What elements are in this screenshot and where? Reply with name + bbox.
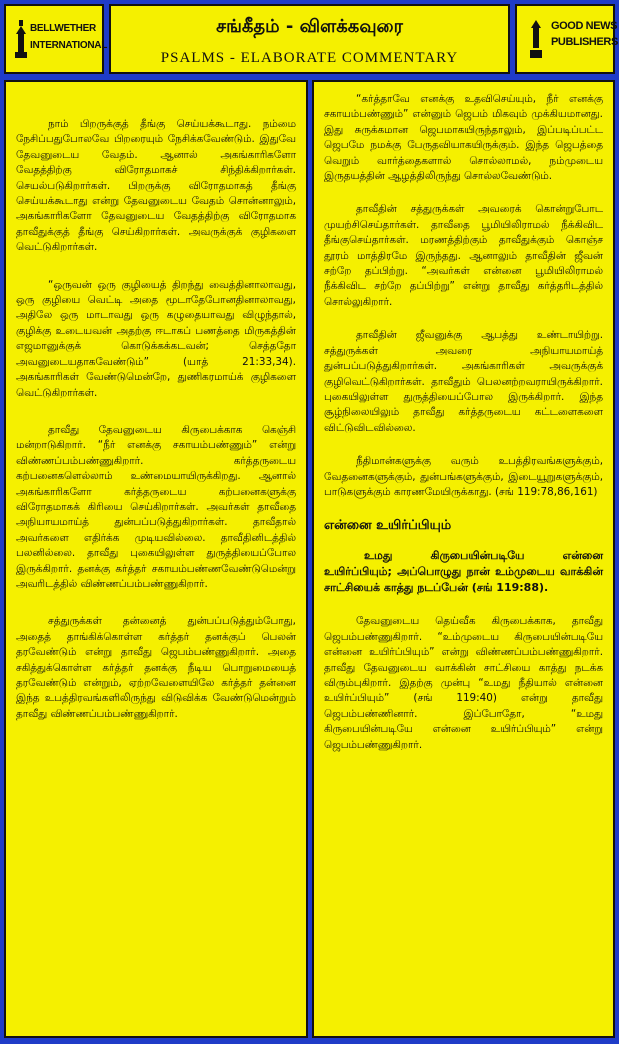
- right-column: [312, 80, 615, 1038]
- header-title-box: [109, 4, 510, 74]
- right-paragraph-2: தாவீதின் சத்துருக்கள் அவரைக் கொன்றுபோட முயற்சிசெய்தார்கள். தாவீதை பூமியிலிராமல் நீக்கிவிட தீங்குசெய்தார்கள். மரணத்திற்கும் தாவீதுக்கும் கொஞ்ச தூரம் மாத்திரமே இருந்தது. ஆனாலும் தாவீதின் ஜீவன் சற்றே தப்பிற்று. “அவர்கள் என்னை பூமியிலிராமல் நீக்கிவிட சற்றே தப்பிற்று” என்று தாவீது கர்த்தரிடத்தில் சொல்லுகிறார்.: [324, 203, 603, 308]
- good-news-logo-text: [551, 18, 618, 50]
- good-news-logo: [515, 4, 618, 74]
- verse-quote: உமது கிருபையின்படியே என்னை உயிர்ப்பியும்; அப்பொழுது நான் உம்முடைய வாக்கின் சாட்சியைக் காத்து நடப்பேன் (சங் 119:88).: [324, 549, 603, 595]
- good-news-logo-line-2: PUBLISHERS: [551, 36, 618, 48]
- bellwether-logo-icon: [14, 20, 28, 60]
- right-paragraph-3: தாவீதின் ஜீவனுக்கு ஆபத்து உண்டாயிற்று. சத்துருக்கள் அவரை அநியாயமாய்த் துன்பப்படுத்துகிறார்கள். அகங்காரிகள் அவருக்குக் குழிவெட்டுகிறார்கள். தாவீதும் பெலனற்றவராயிருக்கிறார். புகையிலுள்ள துருத்தியைப்போல இருக்கிறார். இந்த சூழ்நிலையிலும் தாவீது கர்த்தருடைய கட்டளைகளை விட்டுவிடவில்லை.: [324, 329, 603, 434]
- left-paragraph-3: தாவீது தேவனுடைய கிருபைக்காக கெஞ்சி மன்றாடுகிறார். “நீர் எனக்கு சகாயம்பண்ணும்” என்று விண்ணப்பம்பண்ணுகிறார். கர்த்தருடைய கற்பனைகளெல்லாம் உண்மையாயிருக்கிறது. ஆனால் அகங்காரிகளோ கர்த்தருடைய கற்பனைகளுக்கு விரோதமாகக் கிரியை செய்கிறார்கள். அவர்கள் தாவீதை அநியாயமாய்த் துன்பப்படுத்துகிறார்கள். தாவீதால் அவர்களை எதிர்க்க முடியவில்லை. தாவீதினிடத்தில் பலனில்லை. தாவீது புகையிலுள்ள துருத்தியைப்போல இருக்கிறார். தனக்கு கர்த்தர் சகாயம்பண்ணவேண்டுமென்று அவரிடத்தில் விண்ணப்பம்பண்ணுகிறார்.: [16, 423, 296, 590]
- left-column: [4, 80, 308, 1038]
- left-paragraph-4: சத்துருக்கள் தன்னைத் துன்பப்படுத்தும்போது, அதைத் தாங்கிக்கொள்ள கர்த்தர் தனக்குப் பெலன் தரவேண்டும் என்று தாவீது ஜெபம்பண்ணுகிறார். அதை சகித்துக்கொள்ள கர்த்தர் தனக்கு நீடிய பொறுமையைத் தரவேண்டும் என்றும், ஏற்றவேளையிலே கர்த்தர் தன்னை இந்த உபத்திரவங்களிலிருந்து விடுவிக்க வேண்டுமென்றும் தாவீது விண்ணப்பம்பண்ணுகிறார்.: [16, 615, 296, 720]
- section-heading: என்னை உயிர்ப்பியும்: [324, 518, 452, 534]
- right-paragraph-5: தேவனுடைய தெய்வீக கிருபைக்காக, தாவீது ஜெபம்பண்ணுகிறார். “உம்முடைய கிருபையின்படியே என்னை உயிர்ப்பியும்” என்று விண்ணப்பம்பண்ணுகிறார். தாவீது தேவனுடைய வாக்கின் சாட்சியை காத்து நடக்க விரும்புகிறார். இதற்கு முன்பு “உமது நீதியால் என்னை உயிர்ப்பியும்” (சங் 119:40) என்று தாவீது ஜெபம்பண்ணினார். இப்போதோ, “உமது கிருபையின்படியே என்னை உயிர்ப்பியும்” என்று ஜெபம்பண்ணுகிறார்.: [324, 615, 603, 751]
- left-paragraph-2: “ஒருவன் ஒரு குழியைத் திறந்து வைத்தினாலாவது, ஒரு குழியை வெட்டி அதை மூடாதேபோனதினாலாவது, அதிலே ஒரு மாடாவது ஒரு கழுதையாவது விழுந்தால், குழிக்கு உடையவன் அதற்கு ஈடாகப் பணத்தை மிருகத்தின் எஜமானுக்குக் கொடுக்கக்கடவன்; செத்ததோ அவனுடையதாகவேண்டும்” (யாத் 21:33,34). அகங்காரிகள் வேண்டுமென்றே, துணிகரமாய்க் குழிகளை வெட்டுகிறார்கள்.: [16, 278, 296, 399]
- good-news-logo-line-1: GOOD NEWS: [551, 20, 618, 32]
- right-paragraph-1: “கர்த்தாவே எனக்கு உதவிசெய்யும், நீர் எனக்கு சகாயம்பண்ணும்” என்னும் ஜெபம் மிகவும் முக்கியமானது. இது சுருக்கமான ஜெபமாகயிருந்தாலும், இப்படிப்பட்ட ஜெபமே நமக்கு பேருதவியாகயிருக்கும். இந்த ஜெபத்தை வெறும் வார்த்தைகளால் சொல்லாமல், நம்முடைய இருதயத்தின் ஆழத்திலிருந்து சொல்லவேண்டும்.: [324, 93, 603, 183]
- good-news-logo-icon: [529, 20, 543, 60]
- right-paragraph-4: நீதிமான்களுக்கு வரும் உபத்திரவங்களுக்கும், வேதனைகளுக்கும், துன்பங்களுக்கும், இடையூறுகளுக்கும், பாடுகளுக்கும் காரணமேயிருக்காது. (சங் 119:78,86,161): [324, 455, 603, 498]
- page-title-english: PSALMS - ELABORATE COMMENTARY: [160, 50, 459, 66]
- bellwether-logo-line-2: INTERNATIONAL: [30, 40, 108, 51]
- page-title-tamil: சங்கீதம் - விளக்கவுரை: [216, 16, 403, 37]
- bellwether-logo-line-1: BELLWETHER: [30, 23, 96, 34]
- bellwether-logo: [4, 4, 108, 74]
- left-paragraph-1: நாம் பிறருக்குத் தீங்கு செய்யக்கூடாது. நம்மை நேசிப்பதுபோலவே பிறரையும் நேசிக்கவேண்டும். இதுவே தேவனுடைய வேதம். ஆனால் அகங்காரிகளோ வேதத்திற்கு விரோதமாகச் சிந்திக்கிறார்கள். செயல்படுகிறார்கள். பிறருக்கு விரோதமாகத் தீங்கு செய்யக்கூடாது என்று தேவனுடைய வேதம் சொன்னாலும், அகங்காரிகளோ தேவனுடைய வேதத்திற்கு விரோதமாக தாவீதுக்குத் தீங்கு செய்கிறார்கள். அவருக்குக் குழிகளை வெட்டுகிறார்கள்.: [16, 118, 296, 254]
- bellwether-logo-text: [30, 20, 107, 54]
